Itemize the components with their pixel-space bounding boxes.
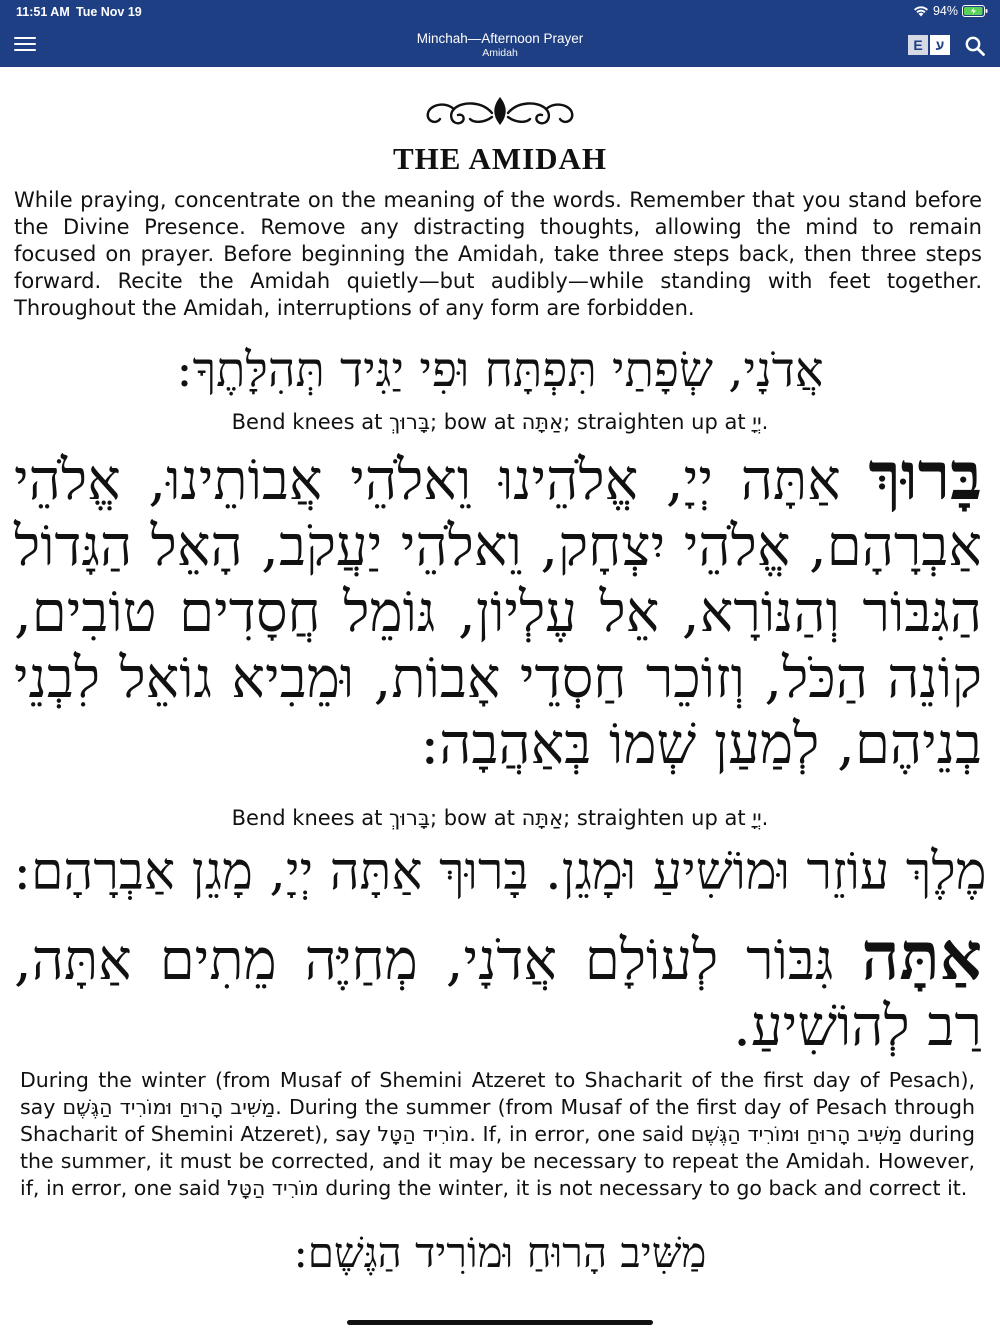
intro-instruction: While praying, concentrate on the meaning of the words. Remember that you stand before the Divine Presence. Remove any distracting thoughts, allowing the mind to remain focused on prayer. Before beginning the Amidah, take three steps back, then three steps forward. Recite the Amidah quietly—but audibly—while standing with feet together. Throughout the Amidah, interruptions of any form are forbidden. bbox=[14, 188, 982, 320]
page-title: Minchah—Afternoon Prayer bbox=[416, 31, 584, 46]
avot-blessing bbox=[14, 437, 982, 778]
avot-first-word: בָּרוּךְ bbox=[868, 437, 982, 515]
opening-verse: אֲדֹנָי, שְׂפָתַי תִּפְתָּח וּפִי יַגִּיד תְּהִלָּתֶךָ: bbox=[176, 342, 824, 398]
status-bar bbox=[0, 0, 1000, 24]
hebrew-toggle[interactable]: ע bbox=[930, 35, 950, 55]
ornament-divider-icon bbox=[420, 87, 580, 131]
battery-percent: 94% bbox=[932, 4, 958, 18]
gevurot-text: גִּבּוֹר לְעוֹלָם אֲדֹנָי, מְחַיֶּה מֵתִים אַתָּה, רַב לְהוֹשִׁיעַ. bbox=[14, 928, 982, 1059]
status-date: Tue Nov 19 bbox=[76, 5, 142, 19]
search-icon[interactable] bbox=[964, 35, 986, 57]
language-toggle[interactable] bbox=[908, 35, 950, 55]
gevurot-first-word: אַתָּה bbox=[861, 917, 982, 995]
bow-instruction: Bend knees at בָּרוּךְ; bow at אַתָּה; straighten up at יְיָ. bbox=[231, 410, 769, 434]
battery-icon bbox=[962, 5, 988, 17]
avot-text: אַתָּה יְיָ, אֱלֹהֵינוּ וֵאלֹהֵי אֲבוֹתֵינוּ, אֱלֹהֵי אַבְרָהָם, אֱלֹהֵי יִצְחָק, וֵאלֹהֵי יַעֲקֹב, הָאֵל הַגָּדוֹל הַגִּבּוֹר וְהַנּוֹרָא, אֵל עֶלְיוֹן, גּוֹמֵל חֲסָדִים טוֹבִים, קוֹנֵה הַכֹּל, וְזוֹכֵר חַסְדֵי אָבוֹת, וּמֵבִיא גוֹאֵל לִבְנֵי בְנֵיהֶם, לְמַעַן שְׁמוֹ בְּאַהֲבָה: bbox=[14, 448, 982, 777]
status-time: 11:51 AM bbox=[16, 5, 70, 19]
status-indicators bbox=[913, 4, 988, 18]
bow-instruction-2: Bend knees at בָּרוּךְ; bow at אַתָּה; straighten up at יְיָ. bbox=[231, 806, 769, 830]
nav-title bbox=[0, 30, 1000, 60]
gevurot-blessing bbox=[14, 917, 982, 1060]
app-header bbox=[0, 0, 1000, 67]
wifi-icon bbox=[913, 5, 929, 17]
prayer-content bbox=[0, 67, 1000, 1334]
rain-verse: מַשִּׁיב הָרוּחַ וּמוֹרִיד הַגֶּשֶׁם: bbox=[293, 1228, 707, 1277]
english-toggle[interactable]: E bbox=[908, 35, 928, 55]
avot-closing: מֶלֶךְ עוֹזֵר וּמוֹשִׁיעַ וּמָגֵן. בָּרוּךְ אַתָּה יְיָ, מָגֵן אַבְרָהָם: bbox=[13, 842, 987, 902]
home-indicator[interactable] bbox=[347, 1320, 653, 1325]
page-subtitle: Amidah bbox=[482, 47, 518, 59]
rain-instruction: During the winter (from Musaf of Shemini Atzeret to Shacharit of the first day of Pesach), say מַשִּׁיב הָרוּחַ וּמוֹרִיד הַגֶּשֶׁם. During the summer (from Musaf of the first day of Pesach through Shacharit of Shemini Atzeret), say מוֹרִיד הַטָּל. If, in error, one said מַשִּׁיב הָרוּחַ וּמוֹרִיד הַגֶּשֶׁם during the summer, it must be corrected, and it may be necessary to repeat the Amidah. However, if, in error, one said מוֹרִיד הַטָּל during the winter, it is not necessary to go back and correct it. bbox=[20, 1068, 975, 1200]
menu-button[interactable] bbox=[14, 37, 36, 53]
section-heading: THE AMIDAH bbox=[392, 141, 608, 176]
